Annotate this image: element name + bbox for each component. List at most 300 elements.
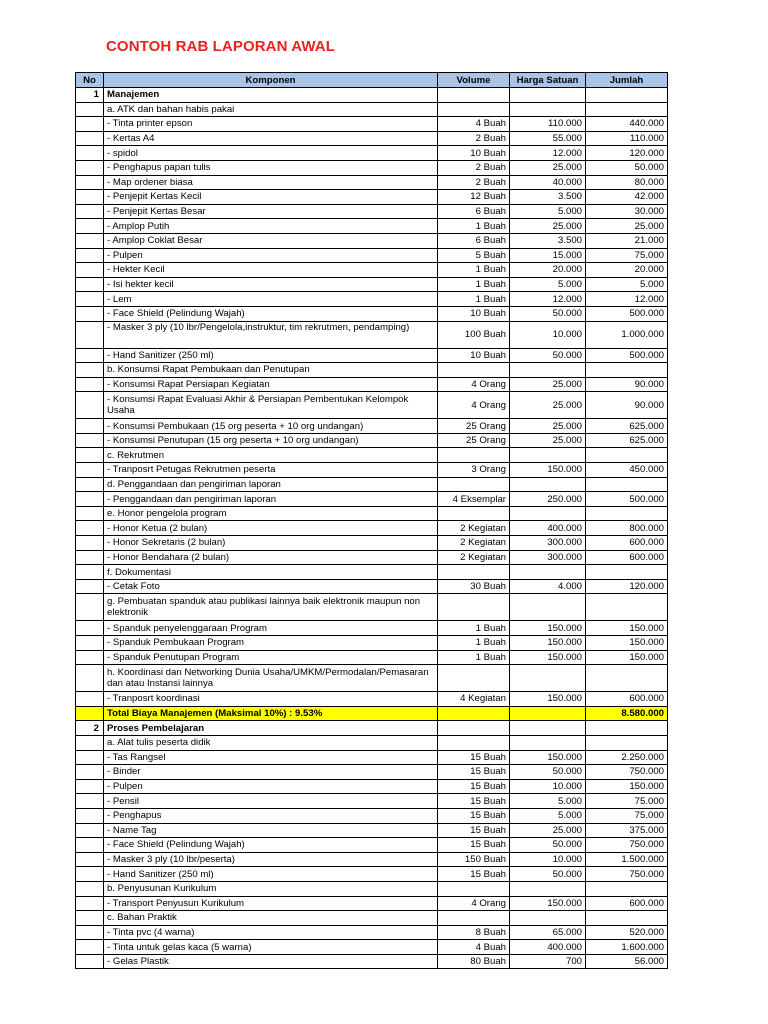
cell-harga-satuan: 25.000 — [510, 419, 586, 434]
cell-no — [76, 896, 104, 911]
cell-harga-satuan — [510, 911, 586, 926]
cell-harga-satuan: 110.000 — [510, 117, 586, 132]
cell-harga-satuan — [510, 102, 586, 117]
cell-volume: 6 Buah — [438, 233, 510, 248]
cell-jumlah — [586, 506, 668, 521]
cell-harga-satuan: 150.000 — [510, 650, 586, 665]
cell-komponen: - Konsumsi Rapat Evaluasi Akhir & Persiapan Pembentukan Kelompok Usaha — [104, 392, 438, 419]
cell-jumlah: 450.000 — [586, 463, 668, 478]
cell-no — [76, 433, 104, 448]
cell-no — [76, 735, 104, 750]
cell-jumlah: 440.000 — [586, 117, 668, 132]
cell-jumlah — [586, 735, 668, 750]
table-body — [76, 88, 668, 969]
cell-no — [76, 363, 104, 378]
cell-no — [76, 925, 104, 940]
cell-no — [76, 190, 104, 205]
cell-harga-satuan: 12.000 — [510, 292, 586, 307]
cell-jumlah — [586, 881, 668, 896]
cell-harga-satuan: 5.000 — [510, 808, 586, 823]
table-row — [76, 867, 668, 882]
cell-no — [76, 852, 104, 867]
cell-volume: 2 Kegiatan — [438, 521, 510, 536]
cell-harga-satuan: 50.000 — [510, 348, 586, 363]
cell-komponen: - Amplop Putih — [104, 219, 438, 234]
cell-harga-satuan — [510, 665, 586, 692]
table-row — [76, 735, 668, 750]
cell-no: 1 — [76, 88, 104, 103]
cell-harga-satuan — [510, 735, 586, 750]
cell-no — [76, 665, 104, 692]
cell-jumlah — [586, 665, 668, 692]
cell-komponen: - Tranposrt Petugas Rekrutmen peserta — [104, 463, 438, 478]
table-row — [76, 477, 668, 492]
cell-komponen: - Pensil — [104, 794, 438, 809]
cell-volume — [438, 881, 510, 896]
cell-no — [76, 838, 104, 853]
cell-komponen: - Spanduk penyelenggaraan Program — [104, 621, 438, 636]
cell-harga-satuan — [510, 706, 586, 721]
cell-harga-satuan: 150.000 — [510, 636, 586, 651]
table-row — [76, 363, 668, 378]
cell-komponen: - Konsumsi Penutupan (15 org peserta + 10 org undangan) — [104, 433, 438, 448]
table-row — [76, 808, 668, 823]
cell-jumlah: 75.000 — [586, 248, 668, 263]
cell-no — [76, 594, 104, 621]
table-row — [76, 823, 668, 838]
cell-komponen: - Kertas A4 — [104, 131, 438, 146]
cell-volume: 4 Buah — [438, 117, 510, 132]
cell-harga-satuan: 25.000 — [510, 433, 586, 448]
cell-volume: 1 Buah — [438, 219, 510, 234]
cell-volume — [438, 911, 510, 926]
cell-komponen: - Face Shield (Pelindung Wajah) — [104, 306, 438, 321]
cell-no — [76, 650, 104, 665]
cell-komponen: - Tinta untuk gelas kaca (5 warna) — [104, 940, 438, 955]
cell-volume: 30 Buah — [438, 579, 510, 594]
cell-harga-satuan: 5.000 — [510, 204, 586, 219]
table-row — [76, 665, 668, 692]
cell-komponen: - Pulpen — [104, 779, 438, 794]
cell-volume — [438, 102, 510, 117]
cell-jumlah: 12.000 — [586, 292, 668, 307]
cell-jumlah: 42.000 — [586, 190, 668, 205]
section-row — [76, 721, 668, 736]
cell-harga-satuan — [510, 477, 586, 492]
cell-jumlah: 110.000 — [586, 131, 668, 146]
cell-komponen: - Lem — [104, 292, 438, 307]
cell-komponen: - Name Tag — [104, 823, 438, 838]
table-row — [76, 779, 668, 794]
cell-no — [76, 419, 104, 434]
cell-harga-satuan: 25.000 — [510, 160, 586, 175]
cell-no — [76, 377, 104, 392]
cell-komponen: d. Penggandaan dan pengiriman laporan — [104, 477, 438, 492]
cell-jumlah: 150.000 — [586, 650, 668, 665]
table-row — [76, 765, 668, 780]
table-row — [76, 838, 668, 853]
cell-no — [76, 954, 104, 969]
cell-volume: 4 Orang — [438, 392, 510, 419]
cell-jumlah — [586, 911, 668, 926]
header-volume: Volume — [438, 73, 510, 88]
cell-komponen: c. Bahan Praktik — [104, 911, 438, 926]
cell-no — [76, 940, 104, 955]
table-row — [76, 292, 668, 307]
cell-jumlah: 75.000 — [586, 808, 668, 823]
cell-jumlah: 520.000 — [586, 925, 668, 940]
table-row — [76, 175, 668, 190]
cell-no — [76, 565, 104, 580]
cell-volume: 15 Buah — [438, 750, 510, 765]
cell-volume: 25 Orang — [438, 433, 510, 448]
cell-komponen: - Gelas Plastik — [104, 954, 438, 969]
cell-no — [76, 808, 104, 823]
table-row — [76, 102, 668, 117]
cell-volume — [438, 506, 510, 521]
cell-harga-satuan: 3.500 — [510, 190, 586, 205]
cell-komponen: h. Koordinasi dan Networking Dunia Usaha/UMKM/Permodalan/Pemasaran dan atau Instansi lainnya — [104, 665, 438, 692]
cell-no — [76, 392, 104, 419]
cell-komponen: - Spanduk Pembukaan Program — [104, 636, 438, 651]
cell-komponen: b. Konsumsi Rapat Pembukaan dan Penutupan — [104, 363, 438, 378]
cell-harga-satuan — [510, 88, 586, 103]
table-row — [76, 233, 668, 248]
header-komponen: Komponen — [104, 73, 438, 88]
cell-jumlah: 600.000 — [586, 550, 668, 565]
cell-jumlah: 500.000 — [586, 492, 668, 507]
table-row — [76, 881, 668, 896]
cell-volume — [438, 665, 510, 692]
cell-harga-satuan — [510, 448, 586, 463]
total-row — [76, 706, 668, 721]
cell-harga-satuan — [510, 506, 586, 521]
cell-volume: 15 Buah — [438, 765, 510, 780]
cell-no — [76, 306, 104, 321]
table-row — [76, 204, 668, 219]
cell-no — [76, 348, 104, 363]
cell-volume: 15 Buah — [438, 779, 510, 794]
table-row — [76, 348, 668, 363]
cell-harga-satuan: 25.000 — [510, 392, 586, 419]
cell-komponen: - Transport Penyusun Kurikulum — [104, 896, 438, 911]
cell-jumlah: 150.000 — [586, 779, 668, 794]
cell-no — [76, 536, 104, 551]
cell-jumlah: 120.000 — [586, 146, 668, 161]
cell-volume: 15 Buah — [438, 823, 510, 838]
cell-volume: 15 Buah — [438, 794, 510, 809]
table-header-row — [76, 73, 668, 88]
cell-harga-satuan: 10.000 — [510, 852, 586, 867]
cell-jumlah: 750.000 — [586, 867, 668, 882]
cell-volume — [438, 448, 510, 463]
cell-no — [76, 448, 104, 463]
cell-jumlah: 600.000 — [586, 896, 668, 911]
cell-harga-satuan: 50.000 — [510, 306, 586, 321]
cell-jumlah: 750.000 — [586, 838, 668, 853]
cell-jumlah: 5.000 — [586, 277, 668, 292]
cell-komponen: - Tinta pvc (4 warna) — [104, 925, 438, 940]
table-row — [76, 277, 668, 292]
section-row — [76, 88, 668, 103]
cell-volume: 1 Buah — [438, 650, 510, 665]
cell-jumlah: 8.580.000 — [586, 706, 668, 721]
cell-harga-satuan: 5.000 — [510, 794, 586, 809]
cell-harga-satuan: 15.000 — [510, 248, 586, 263]
cell-jumlah: 1.000.000 — [586, 321, 668, 348]
cell-no — [76, 175, 104, 190]
cell-jumlah: 90.000 — [586, 392, 668, 419]
cell-volume: 5 Buah — [438, 248, 510, 263]
table-row — [76, 896, 668, 911]
cell-jumlah — [586, 594, 668, 621]
cell-no — [76, 521, 104, 536]
cell-komponen: - Penjepit Kertas Kecil — [104, 190, 438, 205]
cell-jumlah: 1.600.000 — [586, 940, 668, 955]
cell-no — [76, 492, 104, 507]
cell-komponen: Total Biaya Manajemen (Maksimal 10%) : 9.53% — [104, 706, 438, 721]
cell-harga-satuan: 4.000 — [510, 579, 586, 594]
cell-komponen: - Penjepit Kertas Besar — [104, 204, 438, 219]
cell-no — [76, 160, 104, 175]
cell-jumlah: 2.250.000 — [586, 750, 668, 765]
cell-komponen: - Spanduk Penutupan Program — [104, 650, 438, 665]
cell-volume: 15 Buah — [438, 838, 510, 853]
cell-volume: 2 Buah — [438, 131, 510, 146]
table-row — [76, 536, 668, 551]
cell-no — [76, 911, 104, 926]
cell-volume: 4 Orang — [438, 896, 510, 911]
cell-jumlah — [586, 565, 668, 580]
header-harga-satuan: Harga Satuan — [510, 73, 586, 88]
cell-harga-satuan: 5.000 — [510, 277, 586, 292]
cell-komponen: f. Dokumentasi — [104, 565, 438, 580]
cell-komponen: Manajemen — [104, 88, 438, 103]
cell-no — [76, 692, 104, 707]
cell-harga-satuan: 25.000 — [510, 377, 586, 392]
cell-harga-satuan: 150.000 — [510, 896, 586, 911]
cell-no — [76, 579, 104, 594]
cell-no — [76, 263, 104, 278]
table-row — [76, 940, 668, 955]
cell-no — [76, 131, 104, 146]
cell-volume: 10 Buah — [438, 348, 510, 363]
cell-jumlah: 500.000 — [586, 348, 668, 363]
cell-komponen: g. Pembuatan spanduk atau publikasi lainnya baik elektronik maupun non elektronik — [104, 594, 438, 621]
cell-harga-satuan — [510, 721, 586, 736]
cell-volume — [438, 594, 510, 621]
cell-jumlah: 21.000 — [586, 233, 668, 248]
cell-volume: 4 Orang — [438, 377, 510, 392]
document-title: CONTOH RAB LAPORAN AWAL — [106, 38, 335, 55]
cell-komponen: - Konsumsi Pembukaan (15 org peserta + 10 org undangan) — [104, 419, 438, 434]
cell-komponen: - Honor Bendahara (2 bulan) — [104, 550, 438, 565]
table-row — [76, 263, 668, 278]
cell-harga-satuan: 150.000 — [510, 750, 586, 765]
cell-jumlah: 600.000 — [586, 692, 668, 707]
cell-harga-satuan: 150.000 — [510, 692, 586, 707]
cell-komponen: - Tas Rangsel — [104, 750, 438, 765]
table-row — [76, 692, 668, 707]
cell-volume: 4 Eksemplar — [438, 492, 510, 507]
table-row — [76, 219, 668, 234]
table-row — [76, 565, 668, 580]
cell-harga-satuan — [510, 565, 586, 580]
table-row — [76, 650, 668, 665]
cell-komponen: - Konsumsi Rapat Persiapan Kegiatan — [104, 377, 438, 392]
cell-komponen: - Amplop Coklat Besar — [104, 233, 438, 248]
cell-jumlah: 90.000 — [586, 377, 668, 392]
table-row — [76, 911, 668, 926]
cell-volume — [438, 735, 510, 750]
cell-volume — [438, 721, 510, 736]
cell-volume: 4 Buah — [438, 940, 510, 955]
cell-harga-satuan: 400.000 — [510, 521, 586, 536]
cell-komponen: - Binder — [104, 765, 438, 780]
cell-harga-satuan: 12.000 — [510, 146, 586, 161]
cell-volume: 15 Buah — [438, 808, 510, 823]
table-row — [76, 433, 668, 448]
table-row — [76, 463, 668, 478]
cell-no — [76, 506, 104, 521]
table-row — [76, 750, 668, 765]
cell-jumlah: 150.000 — [586, 621, 668, 636]
cell-komponen: e. Honor pengelola program — [104, 506, 438, 521]
cell-volume: 2 Kegiatan — [438, 550, 510, 565]
cell-komponen: - Pulpen — [104, 248, 438, 263]
cell-no — [76, 706, 104, 721]
cell-harga-satuan: 3.500 — [510, 233, 586, 248]
cell-harga-satuan: 10.000 — [510, 779, 586, 794]
cell-jumlah: 20.000 — [586, 263, 668, 278]
cell-volume: 8 Buah — [438, 925, 510, 940]
cell-no — [76, 779, 104, 794]
cell-no: 2 — [76, 721, 104, 736]
cell-volume: 1 Buah — [438, 621, 510, 636]
table-row — [76, 579, 668, 594]
table-row — [76, 794, 668, 809]
cell-harga-satuan: 65.000 — [510, 925, 586, 940]
table-row — [76, 248, 668, 263]
cell-jumlah: 25.000 — [586, 219, 668, 234]
cell-harga-satuan: 700 — [510, 954, 586, 969]
cell-komponen: - Penggandaan dan pengiriman laporan — [104, 492, 438, 507]
cell-jumlah — [586, 88, 668, 103]
cell-jumlah: 750.000 — [586, 765, 668, 780]
cell-komponen: a. Alat tulis peserta didik — [104, 735, 438, 750]
cell-jumlah: 1.500.000 — [586, 852, 668, 867]
cell-harga-satuan: 400.000 — [510, 940, 586, 955]
cell-harga-satuan — [510, 363, 586, 378]
table-row — [76, 492, 668, 507]
cell-no — [76, 248, 104, 263]
cell-jumlah: 75.000 — [586, 794, 668, 809]
cell-harga-satuan: 300.000 — [510, 536, 586, 551]
cell-komponen: - Isi hekter kecil — [104, 277, 438, 292]
cell-harga-satuan: 55.000 — [510, 131, 586, 146]
cell-volume: 2 Buah — [438, 175, 510, 190]
cell-volume — [438, 565, 510, 580]
cell-harga-satuan: 50.000 — [510, 765, 586, 780]
cell-volume: 4 Kegiatan — [438, 692, 510, 707]
cell-jumlah: 625.000 — [586, 419, 668, 434]
cell-jumlah — [586, 363, 668, 378]
cell-jumlah — [586, 477, 668, 492]
cell-jumlah: 56.000 — [586, 954, 668, 969]
cell-komponen: - Map ordener biasa — [104, 175, 438, 190]
table-row — [76, 621, 668, 636]
cell-no — [76, 102, 104, 117]
cell-harga-satuan: 300.000 — [510, 550, 586, 565]
cell-no — [76, 550, 104, 565]
cell-jumlah: 30.000 — [586, 204, 668, 219]
cell-harga-satuan: 25.000 — [510, 219, 586, 234]
cell-harga-satuan — [510, 881, 586, 896]
cell-volume: 6 Buah — [438, 204, 510, 219]
cell-no — [76, 463, 104, 478]
cell-komponen: Proses Pembelajaran — [104, 721, 438, 736]
cell-komponen: - Penghapus — [104, 808, 438, 823]
table-row — [76, 925, 668, 940]
cell-volume — [438, 363, 510, 378]
cell-komponen: - Face Shield (Pelindung Wajah) — [104, 838, 438, 853]
table-row — [76, 321, 668, 348]
cell-harga-satuan: 25.000 — [510, 823, 586, 838]
table-row — [76, 852, 668, 867]
table-row — [76, 954, 668, 969]
cell-harga-satuan: 150.000 — [510, 463, 586, 478]
cell-no — [76, 146, 104, 161]
cell-jumlah: 500.000 — [586, 306, 668, 321]
cell-no — [76, 881, 104, 896]
cell-komponen: - Tranposrt koordinasi — [104, 692, 438, 707]
cell-no — [76, 867, 104, 882]
cell-harga-satuan: 250.000 — [510, 492, 586, 507]
cell-volume: 1 Buah — [438, 277, 510, 292]
cell-volume: 100 Buah — [438, 321, 510, 348]
cell-harga-satuan: 10.000 — [510, 321, 586, 348]
cell-no — [76, 794, 104, 809]
cell-harga-satuan: 20.000 — [510, 263, 586, 278]
cell-volume — [438, 706, 510, 721]
cell-harga-satuan: 50.000 — [510, 867, 586, 882]
cell-no — [76, 765, 104, 780]
cell-komponen: - Hand Sanitizer (250 ml) — [104, 348, 438, 363]
cell-volume: 10 Buah — [438, 306, 510, 321]
cell-komponen: - Honor Sekretaris (2 bulan) — [104, 536, 438, 551]
table-row — [76, 521, 668, 536]
cell-komponen: - Masker 3 ply (10 lbr/Pengelola,instruktur, tim rekrutmen, pendamping) — [104, 321, 438, 348]
cell-harga-satuan: 150.000 — [510, 621, 586, 636]
cell-komponen: - Cetak Foto — [104, 579, 438, 594]
header-no: No — [76, 73, 104, 88]
cell-volume: 12 Buah — [438, 190, 510, 205]
cell-no — [76, 823, 104, 838]
cell-komponen: - spidol — [104, 146, 438, 161]
cell-volume: 1 Buah — [438, 636, 510, 651]
table-row — [76, 146, 668, 161]
cell-no — [76, 204, 104, 219]
cell-jumlah: 375.000 — [586, 823, 668, 838]
cell-komponen: a. ATK dan bahan habis pakai — [104, 102, 438, 117]
cell-no — [76, 321, 104, 348]
table-row — [76, 550, 668, 565]
table-row — [76, 506, 668, 521]
cell-jumlah — [586, 721, 668, 736]
cell-volume: 25 Orang — [438, 419, 510, 434]
table-row — [76, 117, 668, 132]
table-row — [76, 190, 668, 205]
